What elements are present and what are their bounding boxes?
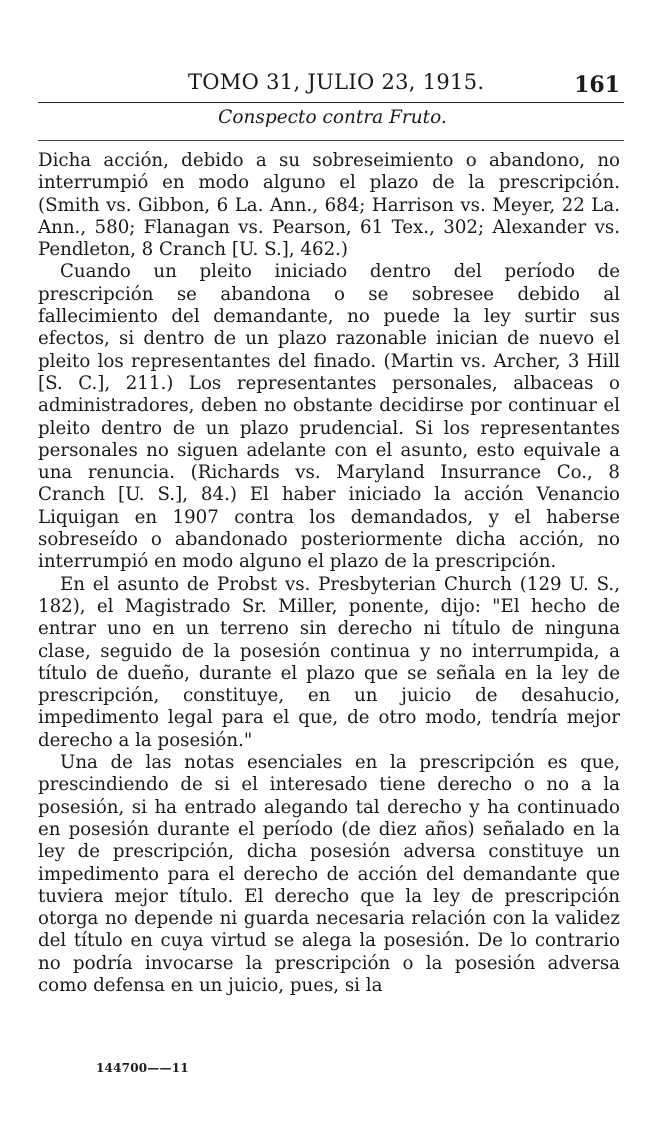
running-head: TOMO 31, JULIO 23, 1915. <box>188 70 485 94</box>
subtitle-rule <box>38 140 624 141</box>
paragraph-3: En el asunto de Probst vs. Presbyterian Church (129 U. S., 182), el Magistrado Sr. Miller, ponente, dijo: "El hecho de entrar uno en un terreno sin derecho ni título de ninguna clase, seguido de la posesión continua y no interrumpida, a título de dueño, durante el plazo que se señala en la ley de prescripción, constituye, en un juicio de desahucio, impedimento legal para el que, de otro modo, tendría mejor derecho a la posesión." <box>38 573 620 751</box>
printer-signature: 144700——11 <box>96 1061 189 1075</box>
paragraph-4: Una de las notas esenciales en la prescripción es que, prescindiendo de si el interesado tiene derecho o no a la posesión, si ha entrado alegando tal derecho y ha continuado en posesión durante el período (de diez años) señalado en la ley de prescripción, dicha posesión adversa constituye un impedimento para el derecho de acción del demandante que tuviera mejor título. El derecho que la ley de prescripción otorga no depende ni guarda necesaria relación con la validez del título en cuya virtud se alega la posesión. De lo contrario no podría invocarse la prescripción o la posesión adversa como defensa en un juicio, pues, si la <box>38 752 620 996</box>
paragraph-2: Cuando un pleito iniciado dentro del período de prescripción se abandona o se sobresee debido al fallecimiento del demandante, no puede la ley surtir sus efectos, si dentro de un plazo razonable inician de nuevo el pleito los representantes del finado. (Martin vs. Archer, 3 Hill [S. C.], 211.) Los representantes personales, albaceas o administradores, deben no obstante decidirse por continuar el pleito dentro de un plazo prudencial. Si los representantes personales no siguen adelante con el asunto, esto equivale a una renuncia. (Richards vs. Maryland Insurrance Co., 8 Cranch [U. S.], 84.) El haber iniciado la acción Venancio Liquigan en 1907 contra los demandados, y el haberse sobreseído o abandonado posteriormente dicha acción, no interrumpió en modo alguno el plazo de la prescripción. <box>38 261 620 573</box>
paragraph-1: Dicha acción, debido a su sobreseimiento o abandono, no interrumpió en modo alguno el plazo de la prescripción. (Smith vs. Gibbon, 6 La. Ann., 684; Harrison vs. Meyer, 22 La. Ann., 580; Flanagan vs. Pearson, 61 Tex., 302; Alexander vs. Pendleton, 8 Cranch [U. S.], 462.) <box>38 150 620 261</box>
page-number: 161 <box>574 72 620 98</box>
body-text <box>38 150 620 997</box>
page-header <box>38 62 624 102</box>
header-rule <box>38 102 624 103</box>
case-subtitle: Conspecto contra Fruto. <box>218 107 447 128</box>
